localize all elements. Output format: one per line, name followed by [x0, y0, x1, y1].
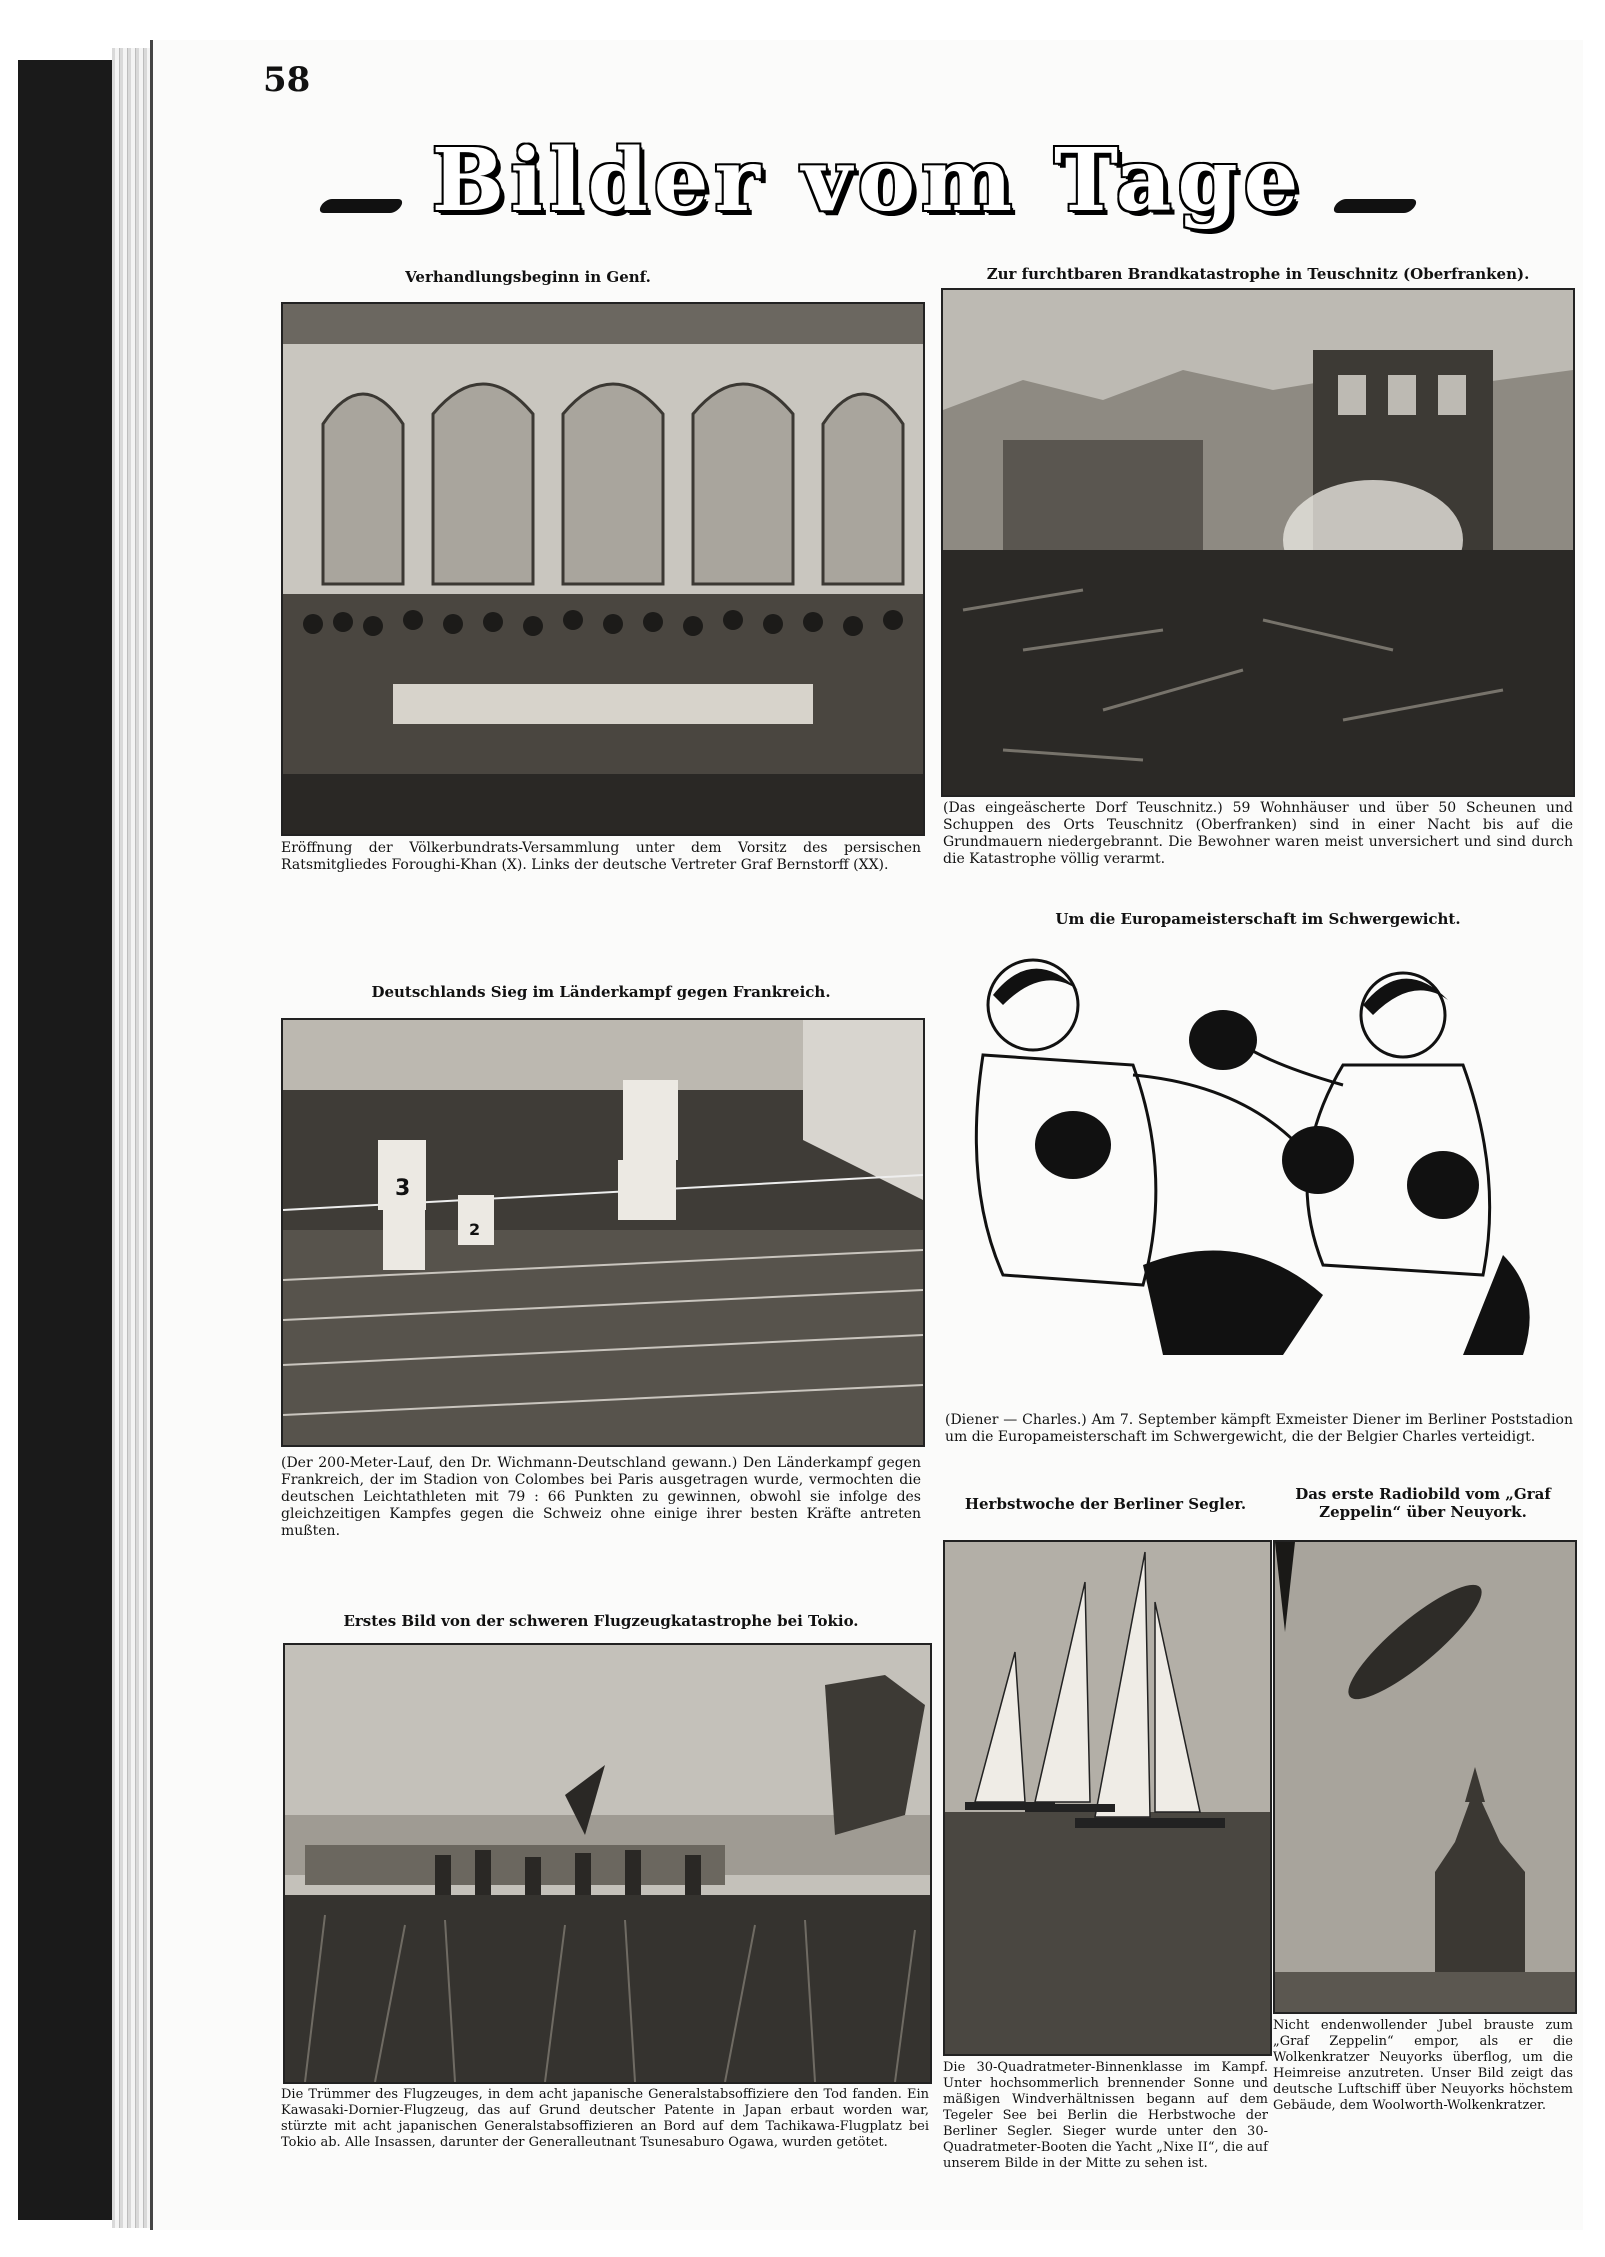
- segler-heading: Herbstwoche der Berliner Segler.: [964, 1495, 1247, 1513]
- bib-2: 2: [469, 1220, 481, 1239]
- newspaper-page: [150, 40, 1583, 2230]
- page-title: Bilder vom Tage: [431, 130, 1305, 231]
- brand-heading: Zur furchtbaren Brandkatastrophe in Teuschnitz (Oberfranken).: [986, 265, 1530, 283]
- tokio-caption: Die Trümmer des Flugzeuges, in dem acht japanische Generalstabsoffiziere den Tod fanden. Ein Kawasaki-Dornier-Flugzeug, das auf Grund deutscher Patente in Japan erbaut worden war, stürzte mit acht japanischen Generalstabsoffizieren an Bord auf dem Tachikawa-Flugplatz bei Tokio ab. Alle Insassen, darunter der Generalleutnant Tsunesaburo Ogawa, wurden getötet.: [281, 2087, 929, 2150]
- boxen-illustration: [943, 935, 1573, 1405]
- ornament-left: [316, 199, 404, 213]
- tokio-photo: [283, 1643, 932, 2084]
- page-number: 58: [263, 60, 311, 100]
- laenderkampf-heading: Deutschlands Sieg im Länderkampf gegen Frankreich.: [371, 983, 831, 1001]
- tokio-heading: Erstes Bild von der schweren Flugzeugkatastrophe bei Tokio.: [343, 1612, 859, 1630]
- genf-caption: Eröffnung der Völkerbundrats-Versammlung unter dem Vorsitz des persischen Ratsmitgliedes Foroughi-Khan (X). Links der deutsche Vertreter Graf Bernstorff (XX).: [281, 840, 921, 873]
- zeppelin-caption: Nicht endenwollender Jubel brauste zum „Graf Zeppelin“ empor, als er die Wolkenkratzer Neuyorks überflog, um die Heimreise anzutreten. Unser Bild zeigt das deutsche Luftschiff über Neuyorks höchstem Gebäude, dem Woolworth-Wolkenkratzer.: [1273, 2018, 1573, 2113]
- zeppelin-heading: Das erste Radiobild vom „Graf Zeppelin“ über Neuyork.: [1295, 1485, 1551, 1521]
- segler-photo: [943, 1540, 1272, 2056]
- genf-heading: Verhandlungsbeginn in Genf.: [405, 268, 651, 286]
- page-edges: [112, 48, 150, 2228]
- zeppelin-photo: [1273, 1540, 1577, 2014]
- segler-caption: Die 30-Quadratmeter-Binnenklasse im Kampf. Unter hochsommerlich brennender Sonne und mäßigen Windverhältnissen begann auf dem Tegeler See bei Berlin die Herbstwoche der Berliner Segler. Sieger wurde unter den 30-Quadratmeter-Booten die Yacht „Nixe II“, die auf unserem Bilde in der Mitte zu sehen ist.: [943, 2060, 1268, 2171]
- masthead: [153, 130, 1583, 231]
- boxen-caption: (Diener — Charles.) Am 7. September kämpft Exmeister Diener im Berliner Poststadion um die Europameisterschaft im Schwergewicht, die der Belgier Charles verteidigt.: [945, 1412, 1573, 1445]
- book-binding: [18, 60, 114, 2220]
- ornament-right: [1331, 199, 1419, 213]
- brand-photo: [941, 288, 1575, 797]
- genf-photo: [281, 302, 925, 836]
- bib-3: 3: [395, 1176, 411, 1201]
- laenderkampf-photo: [281, 1018, 925, 1447]
- brand-caption: (Das eingeäscherte Dorf Teuschnitz.) 59 Wohnhäuser und über 50 Scheunen und Schuppen des Orts Teuschnitz (Oberfranken) sind in einer Nacht bis auf die Grundmauern niedergebrannt. Die Bewohner waren meist unversichert und sind durch die Katastrophe völlig verarmt.: [943, 800, 1573, 867]
- boxen-heading: Um die Europameisterschaft im Schwergewicht.: [1055, 910, 1461, 928]
- laenderkampf-caption: (Der 200-Meter-Lauf, den Dr. Wichmann-Deutschland gewann.) Den Länderkampf gegen Frankreich, der im Stadion von Colombes bei Paris ausgetragen wurde, vermochten die deutschen Leichtathleten mit 79 : 66 Punkten zu gewinnen, obwohl sie infolge des gleichzeitigen Kampfes gegen die Schweiz ohne einige ihrer besten Kräfte antreten mußten.: [281, 1455, 921, 1539]
